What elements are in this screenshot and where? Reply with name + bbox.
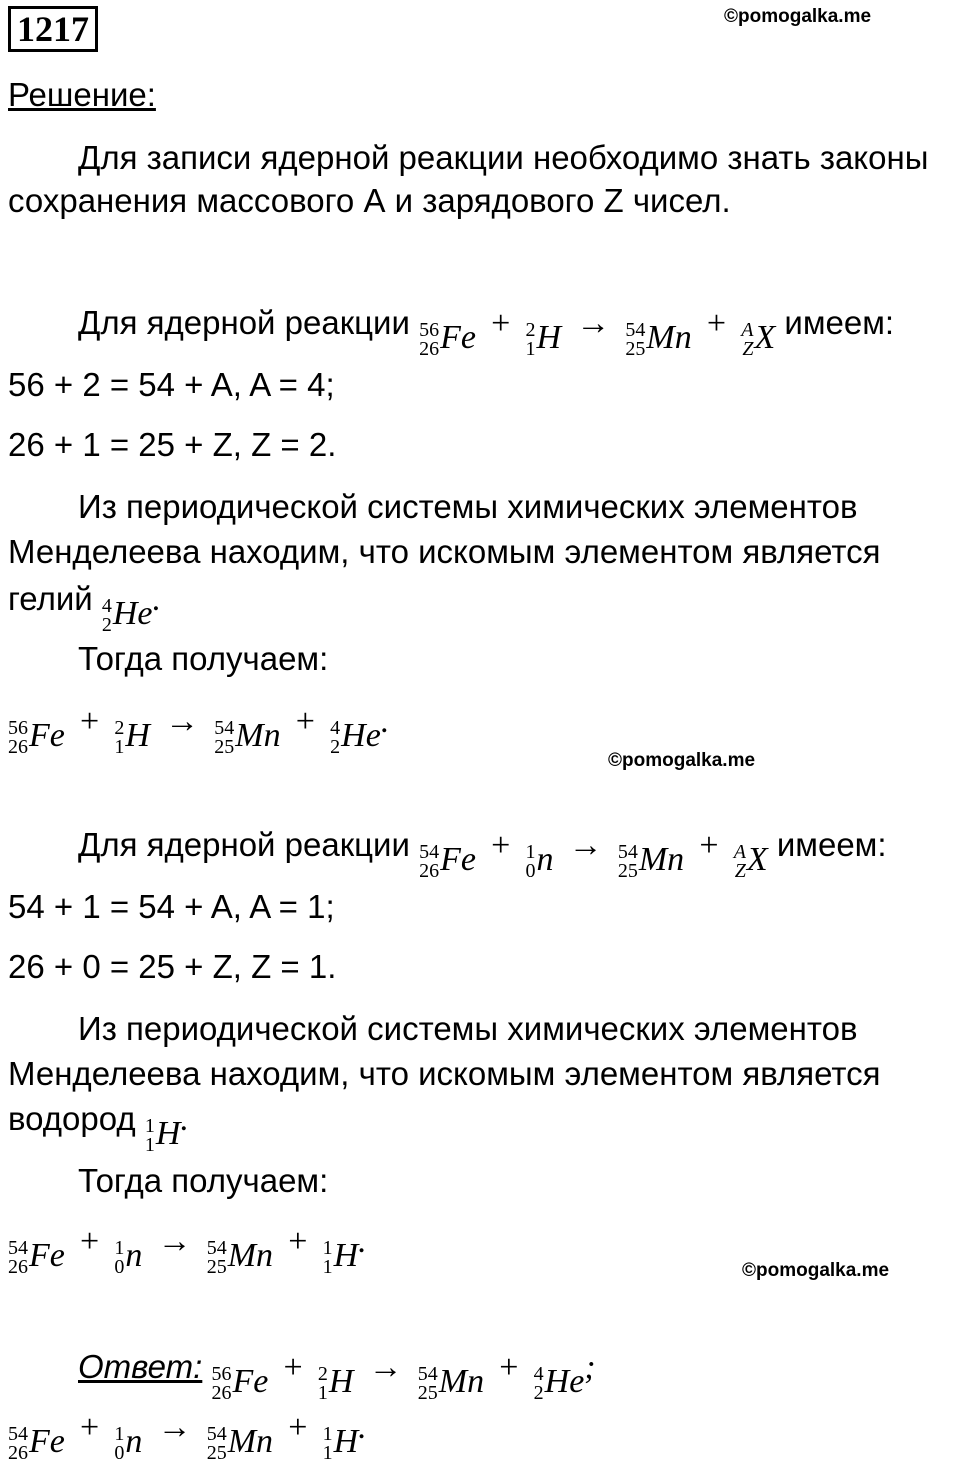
- intro-line-1: Для записи ядерной реакции необходимо знать законы: [78, 139, 929, 176]
- part1-result-equation: 56 26 Fe + 2 1 H → 54 25 Mn + 4 2 He .: [8, 703, 390, 758]
- nuclide-x: A Z X: [741, 319, 776, 360]
- part1-element-line: гелий 4 2 He .: [8, 580, 162, 636]
- watermark: ©pomogalka.me: [742, 1260, 890, 1281]
- reaction-prefix: Для ядерной реакции: [78, 304, 410, 341]
- problem-number: 1217: [8, 6, 98, 52]
- part1-periodic-line-1: Из периодической системы химических элементов: [78, 488, 858, 525]
- answer-line-2: 54 26 Fe + 1 0 n → 54 25 Mn + 1 1 H .: [8, 1409, 367, 1464]
- intro-line-2: сохранения массового А и зарядового Z чисел.: [8, 182, 731, 219]
- part2-charge-equation: 26 + 0 = 25 + Z, Z = 1.: [8, 948, 337, 985]
- nuclide-h2: 2 1 H: [525, 319, 562, 360]
- solution-label: Решение:: [8, 76, 156, 113]
- watermark: ©pomogalka.me: [724, 6, 872, 27]
- reaction-suffix: имеем:: [784, 304, 895, 341]
- reaction-2-line: Для ядерной реакции 54 26 Fe + 1 0 n → 54 25 Mn + A Z X имеем:: [78, 826, 887, 882]
- element-word-hydrogen: водород: [8, 1100, 136, 1137]
- part2-then: Тогда получаем:: [78, 1162, 329, 1199]
- nuclide-h1: 1 1 H: [144, 1115, 181, 1156]
- part1-mass-equation: 56 + 2 = 54 + A, A = 4;: [8, 366, 335, 403]
- nuclide-fe56: 56 26 Fe: [419, 319, 476, 360]
- nuclide-mn54: 54 25 Mn: [625, 319, 692, 360]
- part2-periodic-line-2: Менделеева находим, что искомым элементом является: [8, 1055, 881, 1092]
- nuclide-n1: 1 0 n: [525, 841, 554, 882]
- reaction-1-line: Для ядерной реакции 56 26 Fe + 2 1 H → 54 25 Mn + A Z X имеем:: [78, 304, 895, 360]
- watermark: ©pomogalka.me: [608, 750, 756, 771]
- part2-periodic-line-1: Из периодической системы химических элементов: [78, 1010, 858, 1047]
- part1-periodic-line-2: Менделеева находим, что искомым элементом является: [8, 533, 881, 570]
- nuclide-mn54: 54 25 Mn: [617, 841, 685, 882]
- part2-result-equation: 54 26 Fe + 1 0 n → 54 25 Mn + 1 1 H .: [8, 1223, 367, 1278]
- part1-then: Тогда получаем:: [78, 640, 329, 677]
- part2-mass-equation: 54 + 1 = 54 + A, A = 1;: [8, 888, 335, 925]
- nuclide-fe54: 54 26 Fe: [419, 841, 476, 882]
- answer-line-1: Ответ: 56 26 Fe + 2 1 H → 54 25 Mn + 4 2 He ;: [78, 1348, 596, 1404]
- answer-label: Ответ:: [78, 1348, 203, 1385]
- part2-element-line: водород 1 1 H .: [8, 1100, 189, 1156]
- nuclide-he4: 4 2 He: [101, 595, 153, 636]
- part1-charge-equation: 26 + 1 = 25 + Z, Z = 2.: [8, 426, 337, 463]
- element-word-helium: гелий: [8, 580, 93, 617]
- nuclide-x: A Z X: [733, 841, 768, 882]
- reaction-suffix: имеем:: [776, 826, 887, 863]
- reaction-prefix: Для ядерной реакции: [78, 826, 410, 863]
